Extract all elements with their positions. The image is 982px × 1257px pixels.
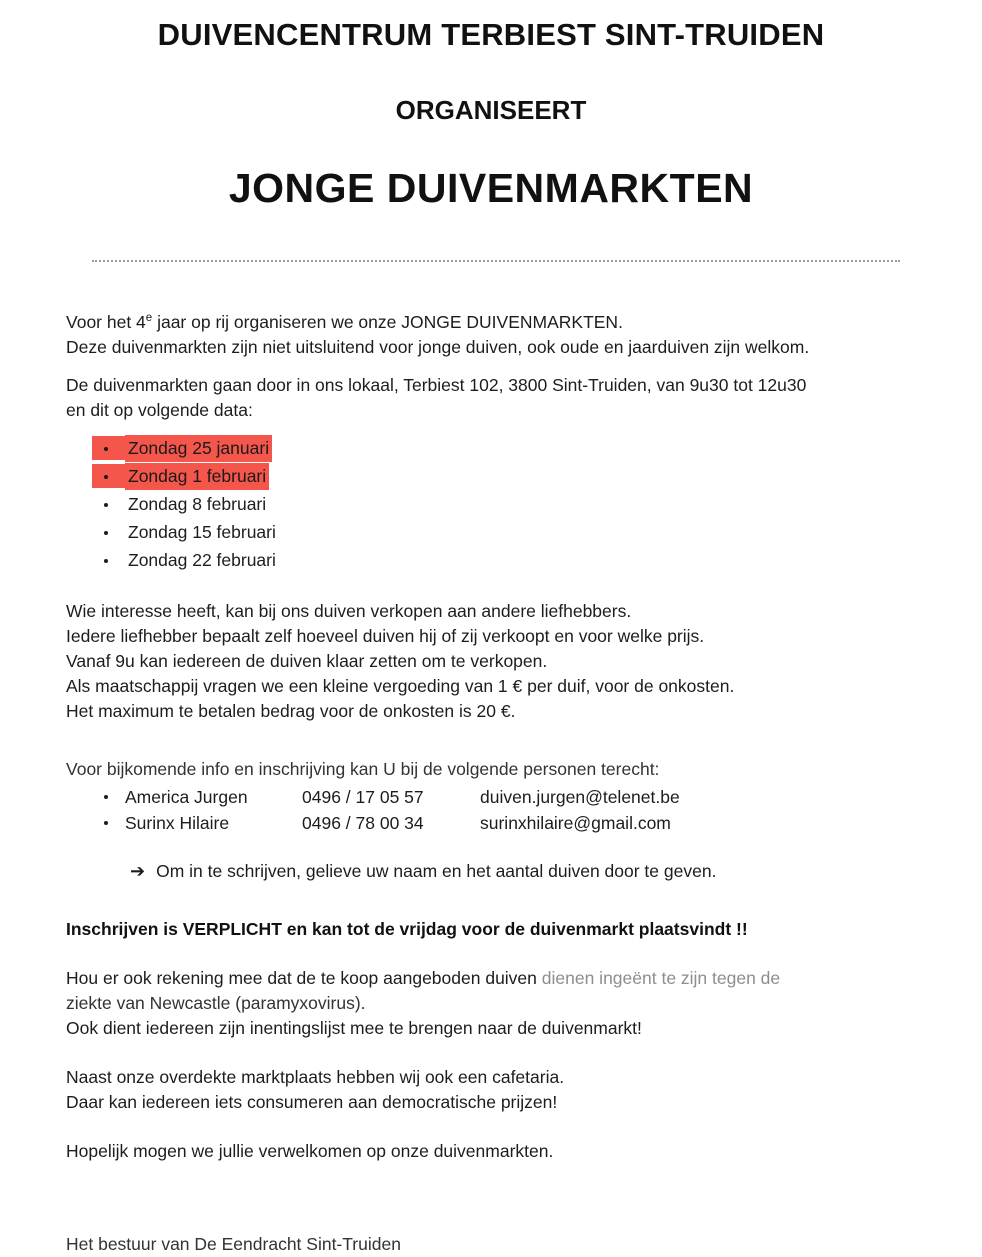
date-label: Zondag 25 januari [125,435,272,462]
intro-line-1-post: jaar op rij organiseren we onze JONGE DUIVENMARKTEN. [152,311,623,332]
right-arrow-icon: ➔ [130,860,146,881]
list-item [66,519,932,546]
list-item [66,491,932,518]
contact-phone: 0496 / 78 00 34 [302,812,424,833]
header-block [0,0,982,214]
contact-email[interactable]: duiven.jurgen@telenet.be [480,786,680,807]
header-event-title: JONGE DUIVENMARKTEN [228,165,754,212]
health-line-2: ziekte van Newcastle (paramyxovirus). [66,992,366,1013]
date-label: Zondag 22 februari [128,549,276,570]
body-content [0,262,982,1257]
rules-line-3: Vanaf 9u kan iedereen de duiven klaar zetten om te verkopen. [66,650,548,671]
date-label: Zondag 1 februari [125,463,269,490]
list-item [66,810,932,836]
health-line-1-part-a: Hou er ook rekening mee dat de te koop aangeboden duiven [66,967,542,988]
intro-line-1-pre: Voor het 4 [66,311,146,332]
rules-line-4: Als maatschappij vragen we een kleine vergoeding van 1 € per duif, voor de onkosten. [66,675,735,696]
list-item [66,463,932,490]
contact-name: America Jurgen [125,786,248,807]
ordinal-suffix: e [145,311,153,324]
health-line-1 [66,966,932,991]
health-line-3: Ook dient iedereen zijn inentingslijst mee te brengen naar de duivenmarkt! [66,1017,642,1038]
registration-note-text: Om in te schrijven, gelieve uw naam en het aantal duiven door te geven. [156,860,717,881]
intro-line-4: en dit op volgende data: [66,399,253,420]
page-title: DUIVENCENTRUM TERBIEST SINT-TRUIDEN [157,17,825,52]
header-action: ORGANISEERT [395,95,587,126]
intro-line-1 [66,310,932,335]
rules-line-1: Wie interesse heeft, kan bij ons duiven verkopen aan andere liefhebbers. [66,600,632,621]
contact-heading: Voor bijkomende info en inschrijving kan U bij de volgende personen terecht: [66,758,660,779]
contact-name: Surinx Hilaire [125,812,230,833]
rules-line-2: Iedere liefhebber bepaalt zelf hoeveel duiven hij of zij verkoopt en voor welke prijs. [66,625,705,646]
facilities-line-1: Naast onze overdekte marktplaats hebben wij ook een cafetaria. [66,1066,565,1087]
contact-phone: 0496 / 17 05 57 [302,786,424,807]
mandatory-registration-notice: Inschrijven is VERPLICHT en kan tot de vrijdag voor de duivenmarkt plaatsvindt !! [66,918,748,939]
date-label: Zondag 15 februari [128,521,276,542]
list-item [66,435,932,462]
registration-note [66,836,932,884]
date-label: Zondag 8 februari [128,493,267,514]
rules-line-5: Het maximum te betalen bedrag voor de onkosten is 20 €. [66,700,516,721]
market-date-list [66,423,932,574]
contact-person-list [66,782,932,836]
signature-line: Het bestuur van De Eendracht Sint-Truiden [66,1233,401,1254]
health-line-1-part-b: dienen ingeënt te zijn tegen de [541,967,781,988]
intro-line-2: Deze duivenmarkten zijn niet uitsluitend voor jonge duiven, ook oude en jaarduiven zijn welkom. [66,336,810,357]
facilities-line-2: Daar kan iedereen iets consumeren aan democratische prijzen! [66,1091,558,1112]
list-item [66,784,932,810]
contact-email[interactable]: surinxhilaire@gmail.com [480,812,671,833]
intro-line-3: De duivenmarkten gaan door in ons lokaal, Terbiest 102, 3800 Sint-Truiden, van 9u30 tot 12u30 [66,374,807,395]
closing-line: Hopelijk mogen we jullie verwelkomen op onze duivenmarkten. [66,1140,554,1161]
list-item [66,547,932,574]
divider-wrap [0,214,982,262]
